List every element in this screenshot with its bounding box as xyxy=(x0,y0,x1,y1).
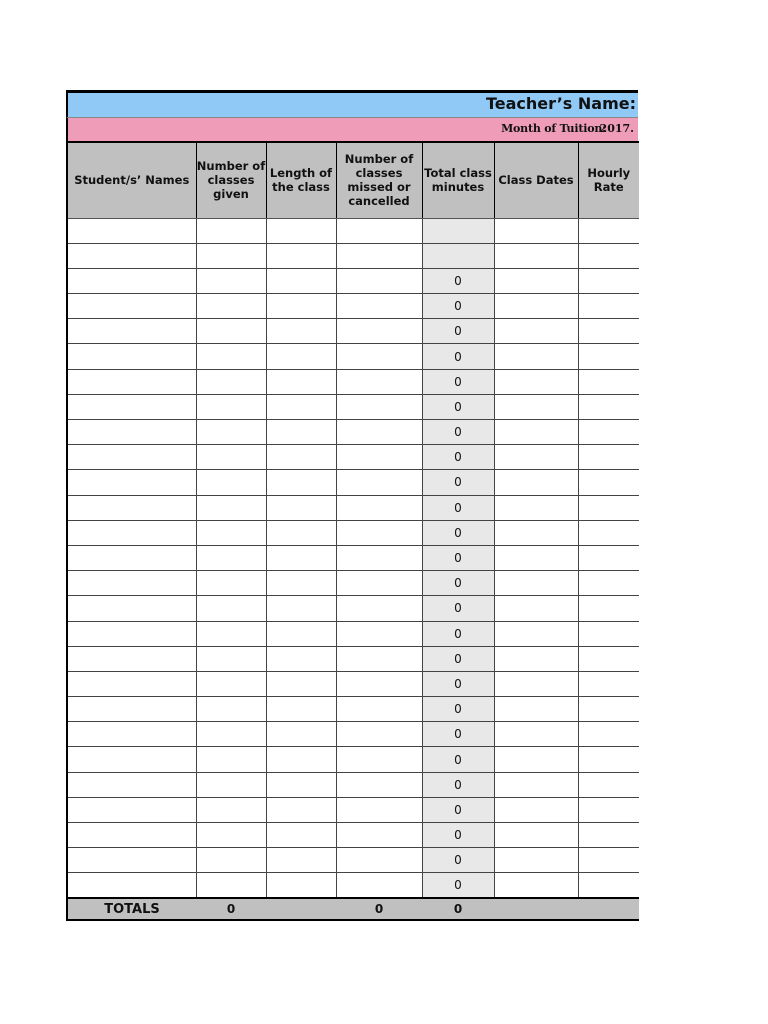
table-row xyxy=(67,294,639,319)
classes-missed-cell[interactable] xyxy=(336,571,422,596)
hourly-rate-cell[interactable] xyxy=(578,420,639,445)
class-length-cell[interactable] xyxy=(266,571,336,596)
totals-classes-missed[interactable]: 0 xyxy=(336,898,422,920)
classes-missed-cell[interactable] xyxy=(336,344,422,369)
classes-given-cell[interactable] xyxy=(196,772,266,797)
table-row xyxy=(67,848,639,873)
student-name-cell[interactable] xyxy=(67,848,196,873)
class-length-cell[interactable] xyxy=(266,495,336,520)
class-dates-cell[interactable] xyxy=(494,445,578,470)
class-length-cell[interactable] xyxy=(266,747,336,772)
total-minutes-cell[interactable]: 0 xyxy=(422,671,494,696)
classes-given-cell[interactable] xyxy=(196,848,266,873)
total-minutes-cell[interactable]: 0 xyxy=(422,722,494,747)
class-length-cell[interactable] xyxy=(266,823,336,848)
teacher-name-band xyxy=(66,90,638,117)
hourly-rate-cell[interactable] xyxy=(578,797,639,822)
hourly-rate-cell[interactable] xyxy=(578,394,639,419)
student-name-cell[interactable] xyxy=(67,722,196,747)
table-row xyxy=(67,243,639,268)
class-length-cell[interactable] xyxy=(266,873,336,898)
class-dates-cell[interactable] xyxy=(494,470,578,495)
class-dates-cell[interactable] xyxy=(494,495,578,520)
table-row xyxy=(67,571,639,596)
classes-given-cell[interactable] xyxy=(196,495,266,520)
hourly-rate-cell[interactable] xyxy=(578,873,639,898)
total-minutes-cell[interactable]: 0 xyxy=(422,873,494,898)
table-row xyxy=(67,319,639,344)
total-minutes-cell[interactable]: 0 xyxy=(422,394,494,419)
column-header-class-dates: Class Dates xyxy=(494,142,578,218)
class-length-cell[interactable] xyxy=(266,319,336,344)
class-length-cell[interactable] xyxy=(266,772,336,797)
student-name-cell[interactable] xyxy=(67,319,196,344)
total-minutes-cell[interactable]: 0 xyxy=(422,848,494,873)
classes-given-cell[interactable] xyxy=(196,268,266,293)
classes-given-cell[interactable] xyxy=(196,420,266,445)
classes-missed-cell[interactable] xyxy=(336,294,422,319)
total-minutes-cell[interactable]: 0 xyxy=(422,268,494,293)
month-of-tuition-label: Month of Tuition: xyxy=(501,122,606,135)
student-name-cell[interactable] xyxy=(67,873,196,898)
class-dates-cell[interactable] xyxy=(494,268,578,293)
classes-given-cell[interactable] xyxy=(196,722,266,747)
total-minutes-cell[interactable]: 0 xyxy=(422,520,494,545)
classes-missed-cell[interactable] xyxy=(336,445,422,470)
class-length-cell[interactable] xyxy=(266,344,336,369)
hourly-rate-cell[interactable] xyxy=(578,722,639,747)
classes-missed-cell[interactable] xyxy=(336,319,422,344)
classes-missed-cell[interactable] xyxy=(336,797,422,822)
class-dates-cell[interactable] xyxy=(494,873,578,898)
hourly-rate-cell[interactable] xyxy=(578,621,639,646)
tuition-table xyxy=(66,141,639,921)
table-row xyxy=(67,621,639,646)
total-minutes-cell[interactable]: 0 xyxy=(422,319,494,344)
teacher-name-label: Teacher’s Name: xyxy=(485,94,636,113)
column-header-hourly-rate: Hourly Rate xyxy=(578,142,639,218)
column-header-classes-given: Number of classes given xyxy=(196,142,266,218)
class-dates-cell[interactable] xyxy=(494,319,578,344)
class-dates-cell[interactable] xyxy=(494,545,578,570)
class-length-cell[interactable] xyxy=(266,268,336,293)
classes-given-cell[interactable] xyxy=(196,319,266,344)
column-header-total-minutes: Total class minutes xyxy=(422,142,494,218)
student-name-cell[interactable] xyxy=(67,294,196,319)
classes-given-cell[interactable] xyxy=(196,369,266,394)
classes-missed-cell[interactable] xyxy=(336,747,422,772)
class-dates-cell[interactable] xyxy=(494,848,578,873)
column-header-classes-missed: Number of classes missed or cancelled xyxy=(336,142,422,218)
total-minutes-cell[interactable]: 0 xyxy=(422,823,494,848)
class-dates-cell[interactable] xyxy=(494,747,578,772)
class-length-cell[interactable] xyxy=(266,596,336,621)
classes-given-cell[interactable] xyxy=(196,445,266,470)
class-dates-cell[interactable] xyxy=(494,243,578,268)
hourly-rate-cell[interactable] xyxy=(578,697,639,722)
hourly-rate-cell[interactable] xyxy=(578,369,639,394)
classes-missed-cell[interactable] xyxy=(336,394,422,419)
class-dates-cell[interactable] xyxy=(494,797,578,822)
student-name-cell[interactable] xyxy=(67,344,196,369)
classes-missed-cell[interactable] xyxy=(336,520,422,545)
total-minutes-cell[interactable]: 0 xyxy=(422,420,494,445)
student-name-cell[interactable] xyxy=(67,571,196,596)
total-minutes-cell[interactable]: 0 xyxy=(422,571,494,596)
class-dates-cell[interactable] xyxy=(494,596,578,621)
class-length-cell[interactable] xyxy=(266,646,336,671)
table-row xyxy=(67,445,639,470)
table-row xyxy=(67,873,639,898)
class-length-cell[interactable] xyxy=(266,294,336,319)
class-length-cell[interactable] xyxy=(266,520,336,545)
classes-missed-cell[interactable] xyxy=(336,420,422,445)
total-minutes-cell[interactable]: 0 xyxy=(422,369,494,394)
classes-missed-cell[interactable] xyxy=(336,369,422,394)
classes-missed-cell[interactable] xyxy=(336,646,422,671)
student-name-cell[interactable] xyxy=(67,420,196,445)
student-name-cell[interactable] xyxy=(67,823,196,848)
classes-given-cell[interactable] xyxy=(196,520,266,545)
totals-length[interactable] xyxy=(266,898,336,920)
total-minutes-cell[interactable]: 0 xyxy=(422,495,494,520)
year-label: 2017. xyxy=(599,122,634,135)
table-row xyxy=(67,722,639,747)
student-name-cell[interactable] xyxy=(67,243,196,268)
total-minutes-cell[interactable]: 0 xyxy=(422,772,494,797)
table-row xyxy=(67,545,639,570)
classes-given-cell[interactable] xyxy=(196,646,266,671)
class-dates-cell[interactable] xyxy=(494,646,578,671)
classes-given-cell[interactable] xyxy=(196,571,266,596)
classes-missed-cell[interactable] xyxy=(336,823,422,848)
class-length-cell[interactable] xyxy=(266,243,336,268)
classes-given-cell[interactable] xyxy=(196,394,266,419)
total-minutes-cell[interactable] xyxy=(422,243,494,268)
classes-given-cell[interactable] xyxy=(196,294,266,319)
classes-given-cell[interactable] xyxy=(196,747,266,772)
table-row xyxy=(67,747,639,772)
classes-given-cell[interactable] xyxy=(196,243,266,268)
classes-missed-cell[interactable] xyxy=(336,848,422,873)
classes-given-cell[interactable] xyxy=(196,596,266,621)
student-name-cell[interactable] xyxy=(67,520,196,545)
student-name-cell[interactable] xyxy=(67,671,196,696)
month-band xyxy=(66,117,638,141)
class-dates-cell[interactable] xyxy=(494,369,578,394)
table-row xyxy=(67,470,639,495)
class-length-cell[interactable] xyxy=(266,420,336,445)
table-row xyxy=(67,520,639,545)
student-name-cell[interactable] xyxy=(67,545,196,570)
totals-classes-given[interactable]: 0 xyxy=(196,898,266,920)
student-name-cell[interactable] xyxy=(67,697,196,722)
classes-given-cell[interactable] xyxy=(196,671,266,696)
classes-given-cell[interactable] xyxy=(196,621,266,646)
hourly-rate-cell[interactable] xyxy=(578,319,639,344)
table-row xyxy=(67,797,639,822)
class-dates-cell[interactable] xyxy=(494,520,578,545)
table-row xyxy=(67,268,639,293)
classes-missed-cell[interactable] xyxy=(336,545,422,570)
table-row xyxy=(67,823,639,848)
table-row xyxy=(67,646,639,671)
student-name-cell[interactable] xyxy=(67,797,196,822)
total-minutes-cell[interactable]: 0 xyxy=(422,697,494,722)
classes-given-cell[interactable] xyxy=(196,218,266,243)
classes-missed-cell[interactable] xyxy=(336,596,422,621)
table-row xyxy=(67,596,639,621)
classes-missed-cell[interactable] xyxy=(336,218,422,243)
hourly-rate-cell[interactable] xyxy=(578,344,639,369)
class-dates-cell[interactable] xyxy=(494,697,578,722)
class-length-cell[interactable] xyxy=(266,445,336,470)
class-length-cell[interactable] xyxy=(266,545,336,570)
total-minutes-cell[interactable]: 0 xyxy=(422,797,494,822)
classes-given-cell[interactable] xyxy=(196,797,266,822)
class-length-cell[interactable] xyxy=(266,621,336,646)
hourly-rate-cell[interactable] xyxy=(578,218,639,243)
class-length-cell[interactable] xyxy=(266,369,336,394)
table-row xyxy=(67,697,639,722)
total-minutes-cell[interactable]: 0 xyxy=(422,470,494,495)
classes-missed-cell[interactable] xyxy=(336,495,422,520)
hourly-rate-cell[interactable] xyxy=(578,294,639,319)
class-dates-cell[interactable] xyxy=(494,772,578,797)
classes-given-cell[interactable] xyxy=(196,697,266,722)
class-dates-cell[interactable] xyxy=(494,394,578,419)
classes-given-cell[interactable] xyxy=(196,545,266,570)
class-length-cell[interactable] xyxy=(266,797,336,822)
student-name-cell[interactable] xyxy=(67,445,196,470)
classes-missed-cell[interactable] xyxy=(336,268,422,293)
class-dates-cell[interactable] xyxy=(494,571,578,596)
student-name-cell[interactable] xyxy=(67,369,196,394)
student-name-cell[interactable] xyxy=(67,621,196,646)
hourly-rate-cell[interactable] xyxy=(578,671,639,696)
class-length-cell[interactable] xyxy=(266,848,336,873)
total-minutes-cell[interactable]: 0 xyxy=(422,344,494,369)
total-minutes-cell[interactable]: 0 xyxy=(422,545,494,570)
class-dates-cell[interactable] xyxy=(494,722,578,747)
table-row xyxy=(67,369,639,394)
totals-hourly-rate[interactable] xyxy=(578,898,639,920)
class-length-cell[interactable] xyxy=(266,671,336,696)
hourly-rate-cell[interactable] xyxy=(578,445,639,470)
total-minutes-cell[interactable] xyxy=(422,218,494,243)
class-dates-cell[interactable] xyxy=(494,823,578,848)
class-length-cell[interactable] xyxy=(266,722,336,747)
classes-missed-cell[interactable] xyxy=(336,621,422,646)
class-length-cell[interactable] xyxy=(266,697,336,722)
classes-missed-cell[interactable] xyxy=(336,243,422,268)
student-name-cell[interactable] xyxy=(67,218,196,243)
class-length-cell[interactable] xyxy=(266,470,336,495)
classes-missed-cell[interactable] xyxy=(336,722,422,747)
total-minutes-cell[interactable]: 0 xyxy=(422,621,494,646)
table-row xyxy=(67,394,639,419)
column-header-row xyxy=(67,142,639,218)
total-minutes-cell[interactable]: 0 xyxy=(422,747,494,772)
class-dates-cell[interactable] xyxy=(494,621,578,646)
student-name-cell[interactable] xyxy=(67,747,196,772)
classes-missed-cell[interactable] xyxy=(336,671,422,696)
student-name-cell[interactable] xyxy=(67,772,196,797)
hourly-rate-cell[interactable] xyxy=(578,520,639,545)
class-dates-cell[interactable] xyxy=(494,344,578,369)
student-name-cell[interactable] xyxy=(67,470,196,495)
total-minutes-cell[interactable]: 0 xyxy=(422,596,494,621)
totals-total-minutes[interactable]: 0 xyxy=(422,898,494,920)
totals-row xyxy=(67,898,639,920)
table-row xyxy=(67,344,639,369)
classes-missed-cell[interactable] xyxy=(336,470,422,495)
hourly-rate-cell[interactable] xyxy=(578,268,639,293)
table-row xyxy=(67,420,639,445)
column-header-class-length: Length of the class xyxy=(266,142,336,218)
hourly-rate-cell[interactable] xyxy=(578,848,639,873)
student-name-cell[interactable] xyxy=(67,394,196,419)
total-minutes-cell[interactable]: 0 xyxy=(422,294,494,319)
hourly-rate-cell[interactable] xyxy=(578,243,639,268)
hourly-rate-cell[interactable] xyxy=(578,646,639,671)
class-length-cell[interactable] xyxy=(266,394,336,419)
class-dates-cell[interactable] xyxy=(494,671,578,696)
classes-given-cell[interactable] xyxy=(196,344,266,369)
hourly-rate-cell[interactable] xyxy=(578,772,639,797)
classes-given-cell[interactable] xyxy=(196,873,266,898)
totals-class-dates[interactable] xyxy=(494,898,578,920)
class-dates-cell[interactable] xyxy=(494,294,578,319)
hourly-rate-cell[interactable] xyxy=(578,823,639,848)
table-row xyxy=(67,671,639,696)
table-row xyxy=(67,772,639,797)
class-length-cell[interactable] xyxy=(266,218,336,243)
hourly-rate-cell[interactable] xyxy=(578,747,639,772)
class-dates-cell[interactable] xyxy=(494,218,578,243)
student-name-cell[interactable] xyxy=(67,596,196,621)
classes-given-cell[interactable] xyxy=(196,470,266,495)
hourly-rate-cell[interactable] xyxy=(578,545,639,570)
class-dates-cell[interactable] xyxy=(494,420,578,445)
hourly-rate-cell[interactable] xyxy=(578,470,639,495)
totals-label: TOTALS xyxy=(67,898,196,920)
tuition-sheet xyxy=(66,90,638,921)
student-name-cell[interactable] xyxy=(67,495,196,520)
column-header-student-names: Student/s’ Names xyxy=(67,142,196,218)
student-name-cell[interactable] xyxy=(67,646,196,671)
hourly-rate-cell[interactable] xyxy=(578,495,639,520)
hourly-rate-cell[interactable] xyxy=(578,571,639,596)
table-body xyxy=(67,218,639,898)
classes-missed-cell[interactable] xyxy=(336,873,422,898)
total-minutes-cell[interactable]: 0 xyxy=(422,445,494,470)
classes-missed-cell[interactable] xyxy=(336,772,422,797)
hourly-rate-cell[interactable] xyxy=(578,596,639,621)
student-name-cell[interactable] xyxy=(67,268,196,293)
table-row xyxy=(67,218,639,243)
classes-missed-cell[interactable] xyxy=(336,697,422,722)
classes-given-cell[interactable] xyxy=(196,823,266,848)
total-minutes-cell[interactable]: 0 xyxy=(422,646,494,671)
table-row xyxy=(67,495,639,520)
